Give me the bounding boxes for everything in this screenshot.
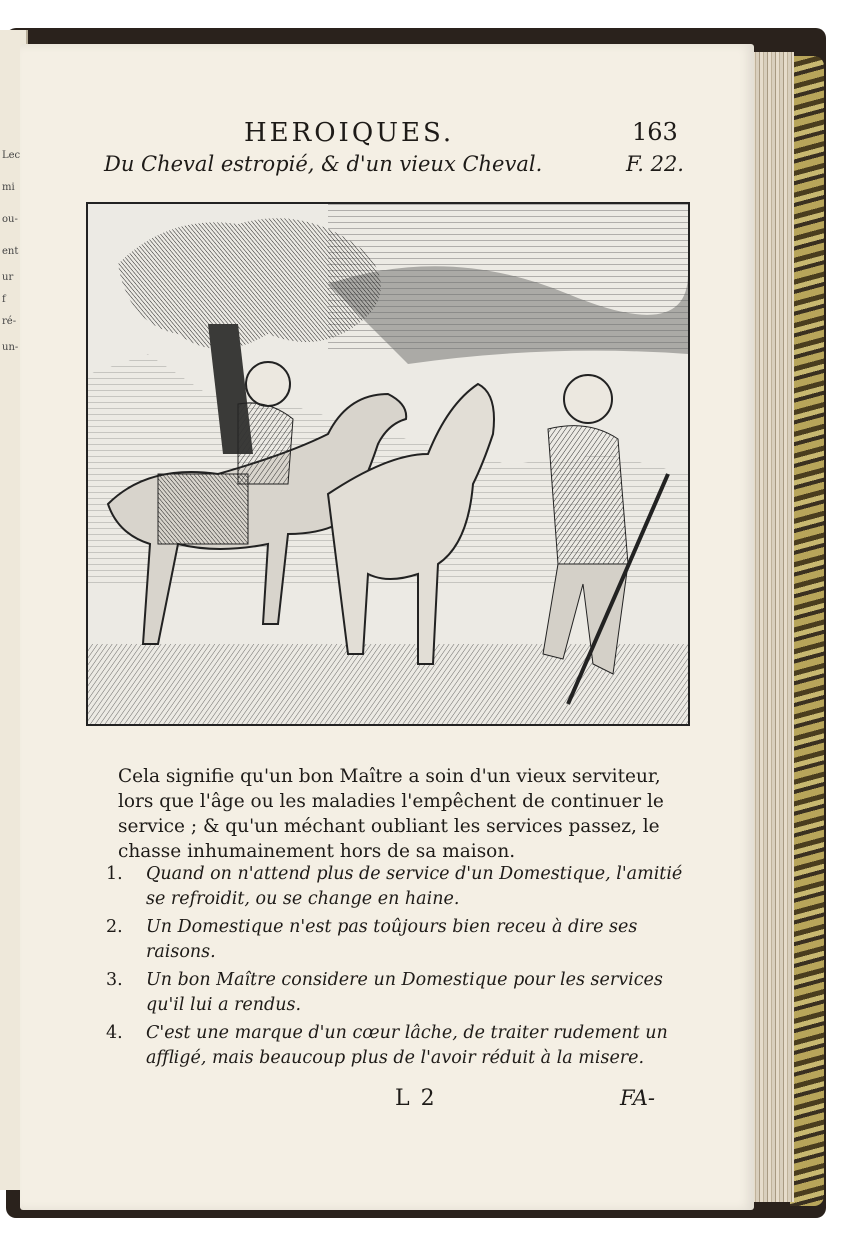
moral-text: Quand on n'attend plus de service d'un Domestique, l'amitié se refroidit, ou se change en haine.	[146, 864, 683, 909]
left-fragment: un-	[2, 342, 19, 353]
moral-text: C'est une marque d'un cœur lâche, de traiter rudement un affligé, mais beaucoup plus de l'avoir réduit à la misere.	[146, 1023, 668, 1068]
fable-title: Du Cheval estropié, & d'un vieux Cheval.	[104, 152, 543, 176]
moral-number: 2.	[106, 917, 123, 937]
page-number: 163	[632, 118, 678, 146]
moral-number: 3.	[106, 970, 123, 990]
running-head: HEROIQUES.	[244, 118, 455, 148]
morals-list	[106, 862, 686, 1074]
moral-text: Un Domestique n'est pas toûjours bien receu à dire ses raisons.	[146, 917, 638, 962]
paragraph-text: Cela signifie qu'un bon Maître a soin d'un vieux serviteur, lors que l'âge ou les maladies l'empêchent de continuer le service ; & qu'un méchant oubliant les services passez, le chasse inhumainement hors de sa maison.	[118, 766, 664, 862]
engraving-illustration	[86, 202, 690, 726]
moral-text: Un bon Maître considere un Domestique pour les services qu'il lui a rendus.	[146, 970, 663, 1015]
book-page	[20, 44, 754, 1210]
marbled-spine	[790, 56, 824, 1206]
catchword: FA-	[620, 1086, 656, 1110]
engraving-image	[88, 204, 688, 724]
moral-number: 4.	[106, 1023, 123, 1043]
signature-mark: L 2	[395, 1086, 437, 1111]
moral-item	[106, 862, 686, 912]
left-fragment: ent	[2, 246, 19, 257]
page-edges	[748, 52, 794, 1202]
left-fragment: ou-	[2, 214, 18, 225]
left-fragment: mi	[2, 182, 15, 193]
left-fragment: ur	[2, 272, 14, 283]
explanation-paragraph	[118, 764, 688, 864]
left-fragment: Lec	[2, 150, 21, 161]
moral-number: 1.	[106, 864, 123, 884]
left-fragment: ré-	[2, 316, 17, 327]
moral-item	[106, 968, 686, 1018]
fable-number: F. 22.	[625, 152, 684, 176]
moral-item	[106, 915, 686, 965]
left-fragment: f	[2, 294, 6, 305]
moral-item	[106, 1021, 686, 1071]
rider-figure	[238, 362, 293, 484]
